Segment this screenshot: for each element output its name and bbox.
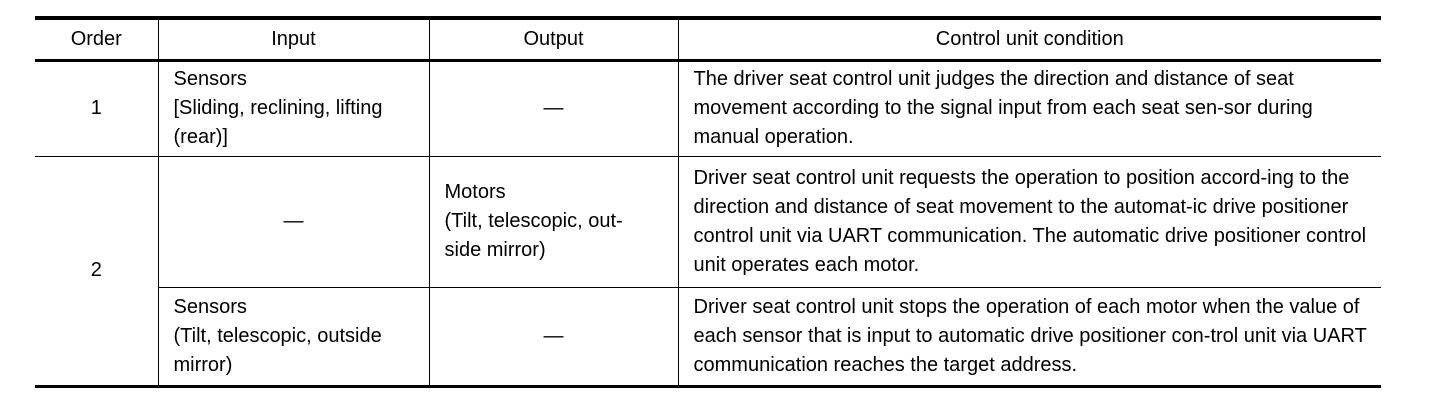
output-cell: Motors (Tilt, telescopic, out- side mirror) [429,157,678,288]
input-cell: Sensors (Tilt, telescopic, outside mirror) [158,288,429,387]
order-cell: 2 [35,157,158,387]
input-cell: Sensors [Sliding, reclining, lifting (rear)] [158,61,429,157]
output-cell: — [429,61,678,157]
header-output: Output [429,18,678,61]
order-cell: 1 [35,61,158,157]
header-order: Order [35,18,158,61]
input-cell: — [158,157,429,288]
table-row [35,288,1381,387]
condition-cell: Driver seat control unit stops the operation of each motor when the value of each sensor that is input to automatic drive positioner con-trol unit via UART communication reaches the target address. [678,288,1381,387]
condition-cell: The driver seat control unit judges the direction and distance of seat movement according to the signal input from each seat sen-sor during manual operation. [678,61,1381,157]
header-row [35,18,1381,61]
condition-cell: Driver seat control unit requests the operation to position accord-ing to the direction and distance of seat movement to the automat-ic drive positioner control unit via UART communication. The automatic drive positioner control unit operates each motor. [678,157,1381,288]
header-condition: Control unit condition [678,18,1381,61]
table-row [35,157,1381,288]
control-sequence-table [35,16,1381,388]
output-cell: — [429,288,678,387]
table-row [35,61,1381,157]
header-input: Input [158,18,429,61]
